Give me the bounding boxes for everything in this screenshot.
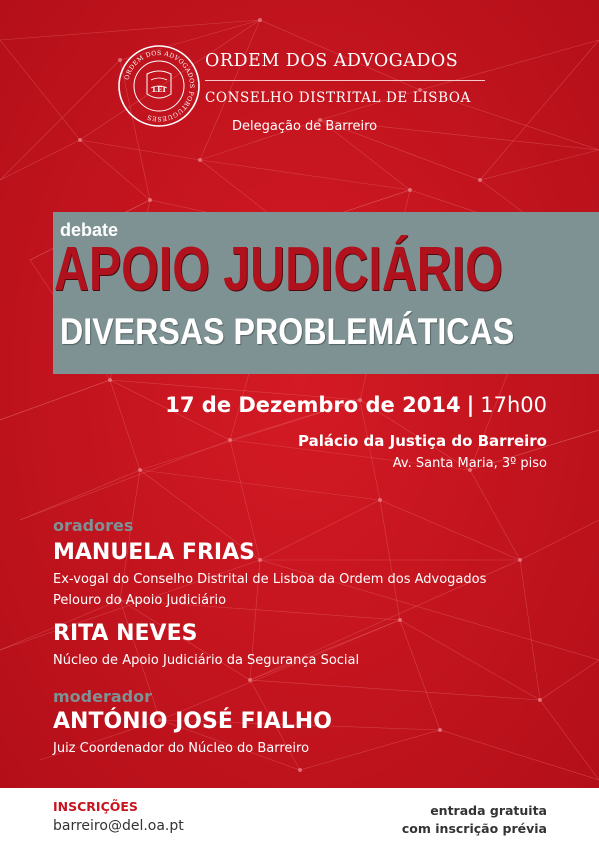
delegation-name: Delegação de Barreiro	[232, 119, 378, 134]
event-subtitle: DIVERSAS PROBLEMÁTICAS	[60, 311, 515, 352]
event-date: 17 de Dezembro de 2014	[165, 393, 461, 417]
moderator-label: moderador	[53, 687, 152, 706]
event-title: APOIO JUDICIÁRIO	[54, 235, 503, 304]
ordem-seal-logo	[117, 44, 201, 128]
speaker-role: Núcleo de Apoio Judiciário da Segurança Social	[53, 653, 360, 668]
event-address: Av. Santa Maria, 3º piso	[392, 456, 547, 471]
moderator-name: ANTÓNIO JOSÉ FIALHO	[53, 709, 332, 734]
free-entry-note: entrada gratuita	[430, 803, 547, 818]
registration-label: INSCRIÇÕES	[53, 799, 138, 814]
speakers-label: oradores	[53, 516, 134, 535]
header-divider	[205, 80, 485, 81]
moderator-role: Juiz Coordenador do Núcleo do Barreiro	[53, 741, 310, 756]
seal-center-text: LEI	[152, 85, 166, 94]
speaker-role: Ex-vogal do Conselho Distrital de Lisboa da Ordem dos Advogados	[53, 572, 487, 587]
event-kicker: debate	[60, 220, 119, 240]
registration-email[interactable]: barreiro@del.oa.pt	[53, 818, 184, 834]
event-time: 17h00	[480, 393, 547, 417]
event-dateline	[165, 393, 547, 417]
org-name: ORDEM DOS ADVOGADOS	[205, 51, 459, 71]
seal-ring-text: ORDEM DOS ADVOGADOS PORTUGUESES	[123, 49, 196, 123]
speaker-name: MANUELA FRIAS	[53, 540, 255, 565]
date-separator: |	[466, 393, 475, 417]
speaker-role: Pelouro do Apoio Judiciário	[53, 593, 227, 608]
event-venue: Palácio da Justiça do Barreiro	[298, 432, 547, 450]
council-name: CONSELHO DISTRITAL DE LISBOA	[205, 90, 471, 106]
speaker-name: RITA NEVES	[53, 621, 198, 646]
registration-note: com inscrição prévia	[401, 821, 547, 836]
